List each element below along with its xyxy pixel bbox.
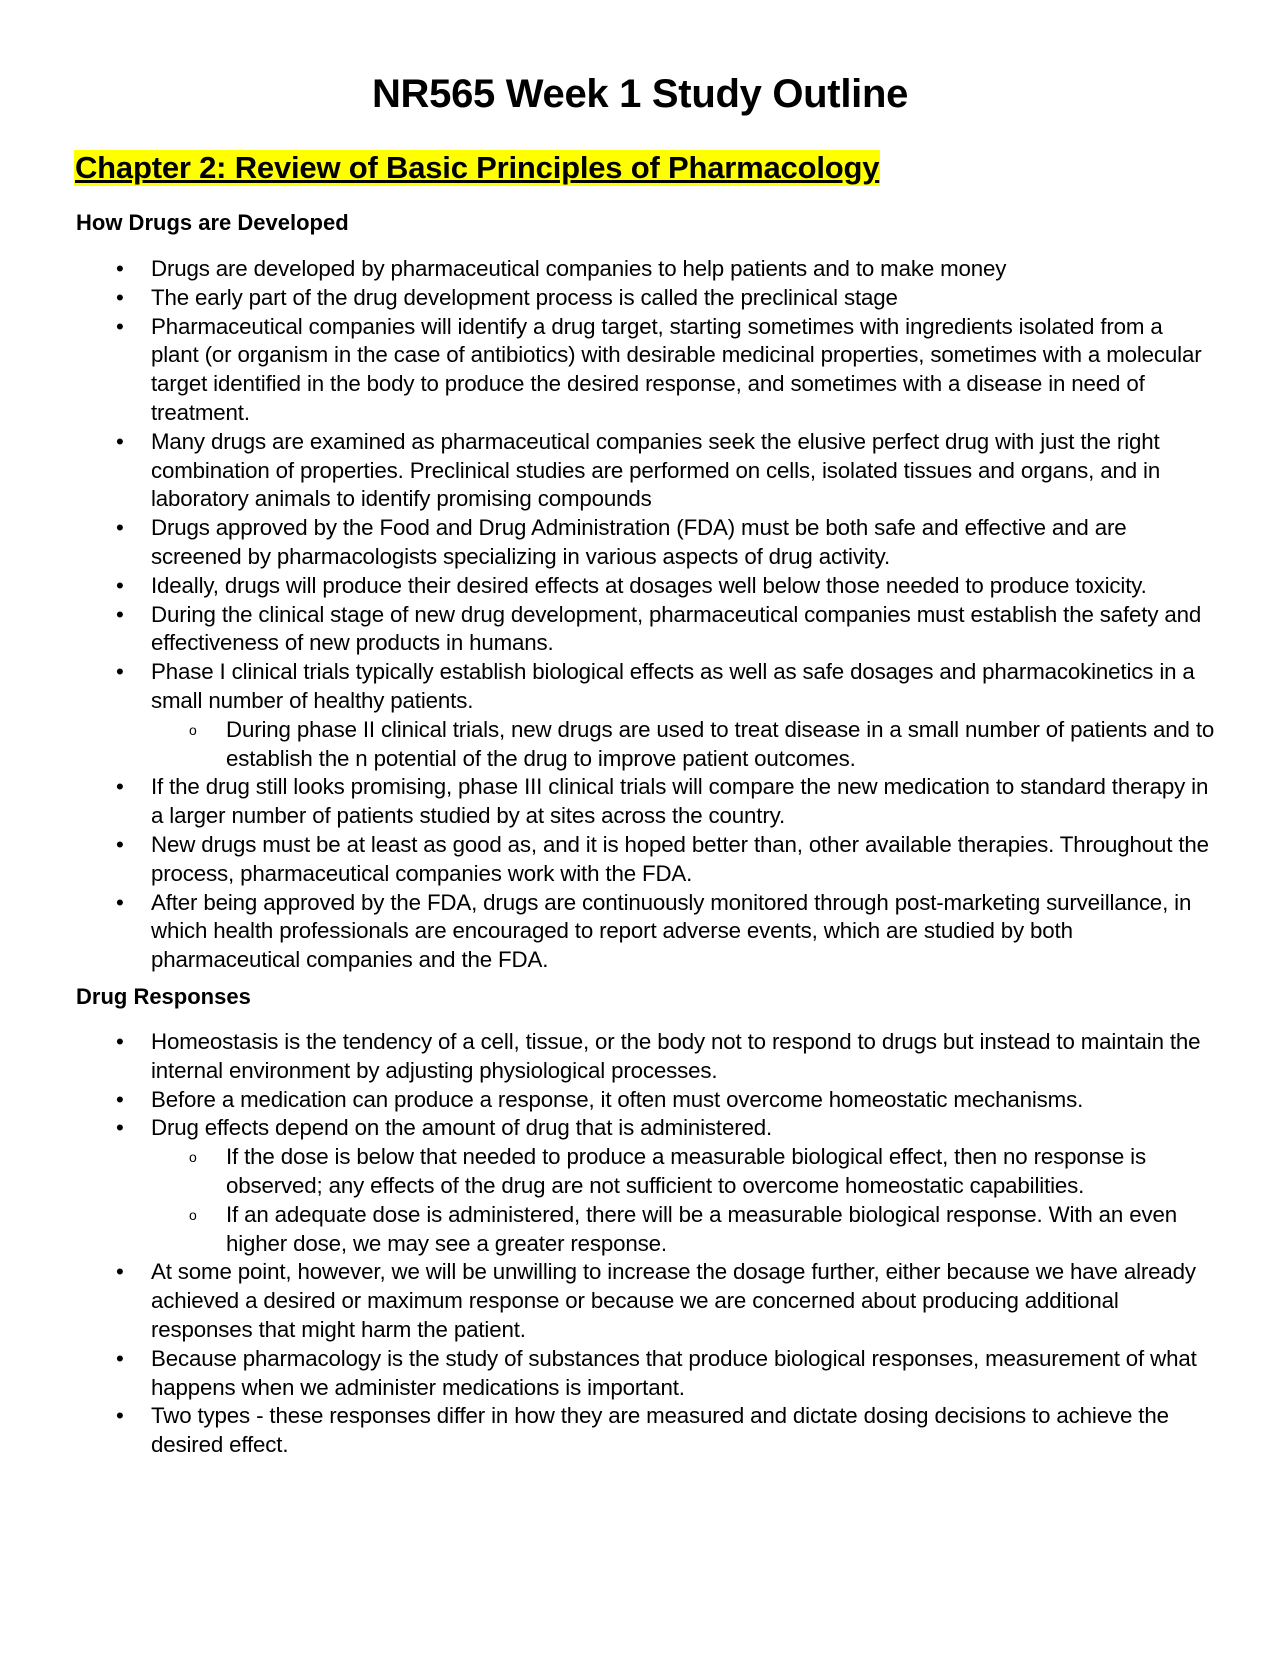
bullet-icon: • bbox=[116, 515, 124, 541]
list-item bbox=[76, 572, 1216, 601]
bullet-list-drug-responses bbox=[76, 1028, 1216, 1460]
list-item-text: Because pharmacology is the study of substances that produce biological responses, measurement of what happens when we administer medications is important. bbox=[151, 1345, 1197, 1400]
list-item bbox=[76, 889, 1216, 975]
list-item bbox=[76, 1114, 1216, 1258]
list-item-text: Drugs are developed by pharmaceutical companies to help patients and to make money bbox=[151, 256, 1007, 281]
sub-list-item-text: If an adequate dose is administered, there will be a measurable biological response. With an even higher dose, we may see a greater response. bbox=[226, 1201, 1177, 1256]
sub-bullet-icon: o bbox=[189, 1206, 197, 1223]
bullet-icon: • bbox=[116, 889, 124, 915]
bullet-icon: • bbox=[116, 1259, 124, 1285]
list-item bbox=[76, 255, 1216, 284]
list-item-text: Two types - these responses differ in how they are measured and dictate dosing decisions to achieve the desired effect. bbox=[151, 1403, 1169, 1458]
list-item bbox=[76, 284, 1216, 313]
bullet-list-drug-development bbox=[76, 255, 1216, 975]
bullet-icon: • bbox=[116, 256, 124, 281]
bullet-icon: • bbox=[116, 1115, 124, 1141]
list-item bbox=[76, 1345, 1216, 1403]
document-title: NR565 Week 1 Study Outline bbox=[371, 72, 909, 116]
list-item-text: At some point, however, we will be unwilling to increase the dosage further, either because we have already achieved a desired or maximum response or because we are concerned about producing additional responses that might harm the patient. bbox=[151, 1259, 1196, 1342]
list-item-text: Drugs approved by the Food and Drug Administration (FDA) must be both safe and effective and are screened by pharmacologists specializing in various aspects of drug activity. bbox=[151, 515, 1127, 569]
list-item bbox=[76, 1086, 1216, 1115]
list-item bbox=[76, 428, 1216, 514]
list-item bbox=[76, 1258, 1216, 1344]
list-item bbox=[76, 601, 1216, 659]
bullet-icon: • bbox=[116, 831, 124, 857]
bullet-icon: • bbox=[116, 572, 124, 598]
section-heading-drug-development: How Drugs are Developed bbox=[76, 210, 349, 235]
sub-list-item bbox=[76, 1143, 1216, 1201]
sub-bullet-icon: o bbox=[189, 1149, 197, 1166]
list-item-text: After being approved by the FDA, drugs are continuously monitored through post-marketing surveillance, in which health professionals are encouraged to report adverse events, which are studied by both pharmaceutical companies and the FDA. bbox=[151, 889, 1192, 973]
list-item bbox=[76, 514, 1216, 572]
list-item bbox=[76, 773, 1216, 831]
list-item-text: Pharmaceutical companies will identify a drug target, starting sometimes with ingredients isolated from a plant (or organism in the case of antibiotics) with desirable medicinal properties, sometimes with a molecular target identified in the body to produce the desired response, and sometimes with a disease in need of treatment. bbox=[151, 313, 1202, 425]
bullet-icon: • bbox=[116, 1086, 124, 1112]
list-item-text: Many drugs are examined as pharmaceutical companies seek the elusive perfect drug with just the right combination of properties. Preclinical studies are performed on cells, isolated tissues and organs, and in laboratory animals to identify promising compounds bbox=[151, 428, 1161, 512]
list-item-text: If the drug still looks promising, phase III clinical trials will compare the new medication to standard therapy in a larger number of patients studied by at sites across the country. bbox=[151, 774, 1209, 829]
list-item-text: Ideally, drugs will produce their desired effects at dosages well below those needed to produce toxicity. bbox=[151, 572, 1147, 598]
sub-list-item bbox=[76, 716, 1216, 774]
bullet-icon: • bbox=[116, 1403, 124, 1429]
chapter-heading: Chapter 2: Review of Basic Principles of Pharmacology bbox=[75, 150, 880, 185]
list-item-text: New drugs must be at least as good as, and it is hoped better than, other available therapies. Throughout the process, pharmaceutical companies work with the FDA. bbox=[151, 831, 1209, 886]
bullet-icon: • bbox=[116, 774, 124, 800]
sub-list-item-text: During phase II clinical trials, new drugs are used to treat disease in a small number of patients and to establish the n potential of the drug to improve patient outcomes. bbox=[226, 716, 1215, 771]
list-item-text: Before a medication can produce a response, it often must overcome homeostatic mechanisms. bbox=[151, 1086, 1084, 1112]
sub-bullet-icon: o bbox=[189, 721, 197, 738]
sub-list bbox=[151, 716, 1216, 774]
list-item-text: Homeostasis is the tendency of a cell, tissue, or the body not to respond to drugs but instead to maintain the internal environment by adjusting physiological processes. bbox=[151, 1029, 1201, 1083]
bullet-icon: • bbox=[116, 1029, 124, 1054]
list-item bbox=[76, 831, 1216, 889]
list-item bbox=[76, 313, 1216, 428]
bullet-icon: • bbox=[116, 428, 124, 454]
bullet-icon: • bbox=[116, 284, 124, 310]
list-item-text: Phase I clinical trials typically establish biological effects as well as safe dosages and pharmacokinetics in a small number of healthy patients. bbox=[151, 659, 1195, 713]
section-heading-drug-responses: Drug Responses bbox=[76, 984, 251, 1009]
sub-list bbox=[151, 1143, 1216, 1258]
sub-list-item-text: If the dose is below that needed to produce a measurable biological effect, then no response is observed; any effects of the drug are not sufficient to overcome homeostatic capabilities. bbox=[226, 1144, 1146, 1198]
bullet-icon: • bbox=[116, 659, 124, 685]
list-item-text: During the clinical stage of new drug development, pharmaceutical companies must establish the safety and effectiveness of new products in humans. bbox=[151, 601, 1202, 656]
sub-list-item bbox=[76, 1201, 1216, 1259]
list-item bbox=[76, 1402, 1216, 1460]
list-item bbox=[76, 658, 1216, 773]
list-item bbox=[76, 1028, 1216, 1086]
list-item-text: Drug effects depend on the amount of drug that is administered. bbox=[151, 1115, 773, 1141]
bullet-icon: • bbox=[116, 313, 124, 339]
list-item-text: The early part of the drug development process is called the preclinical stage bbox=[151, 284, 898, 310]
bullet-icon: • bbox=[116, 601, 124, 627]
bullet-icon: • bbox=[116, 1345, 124, 1371]
